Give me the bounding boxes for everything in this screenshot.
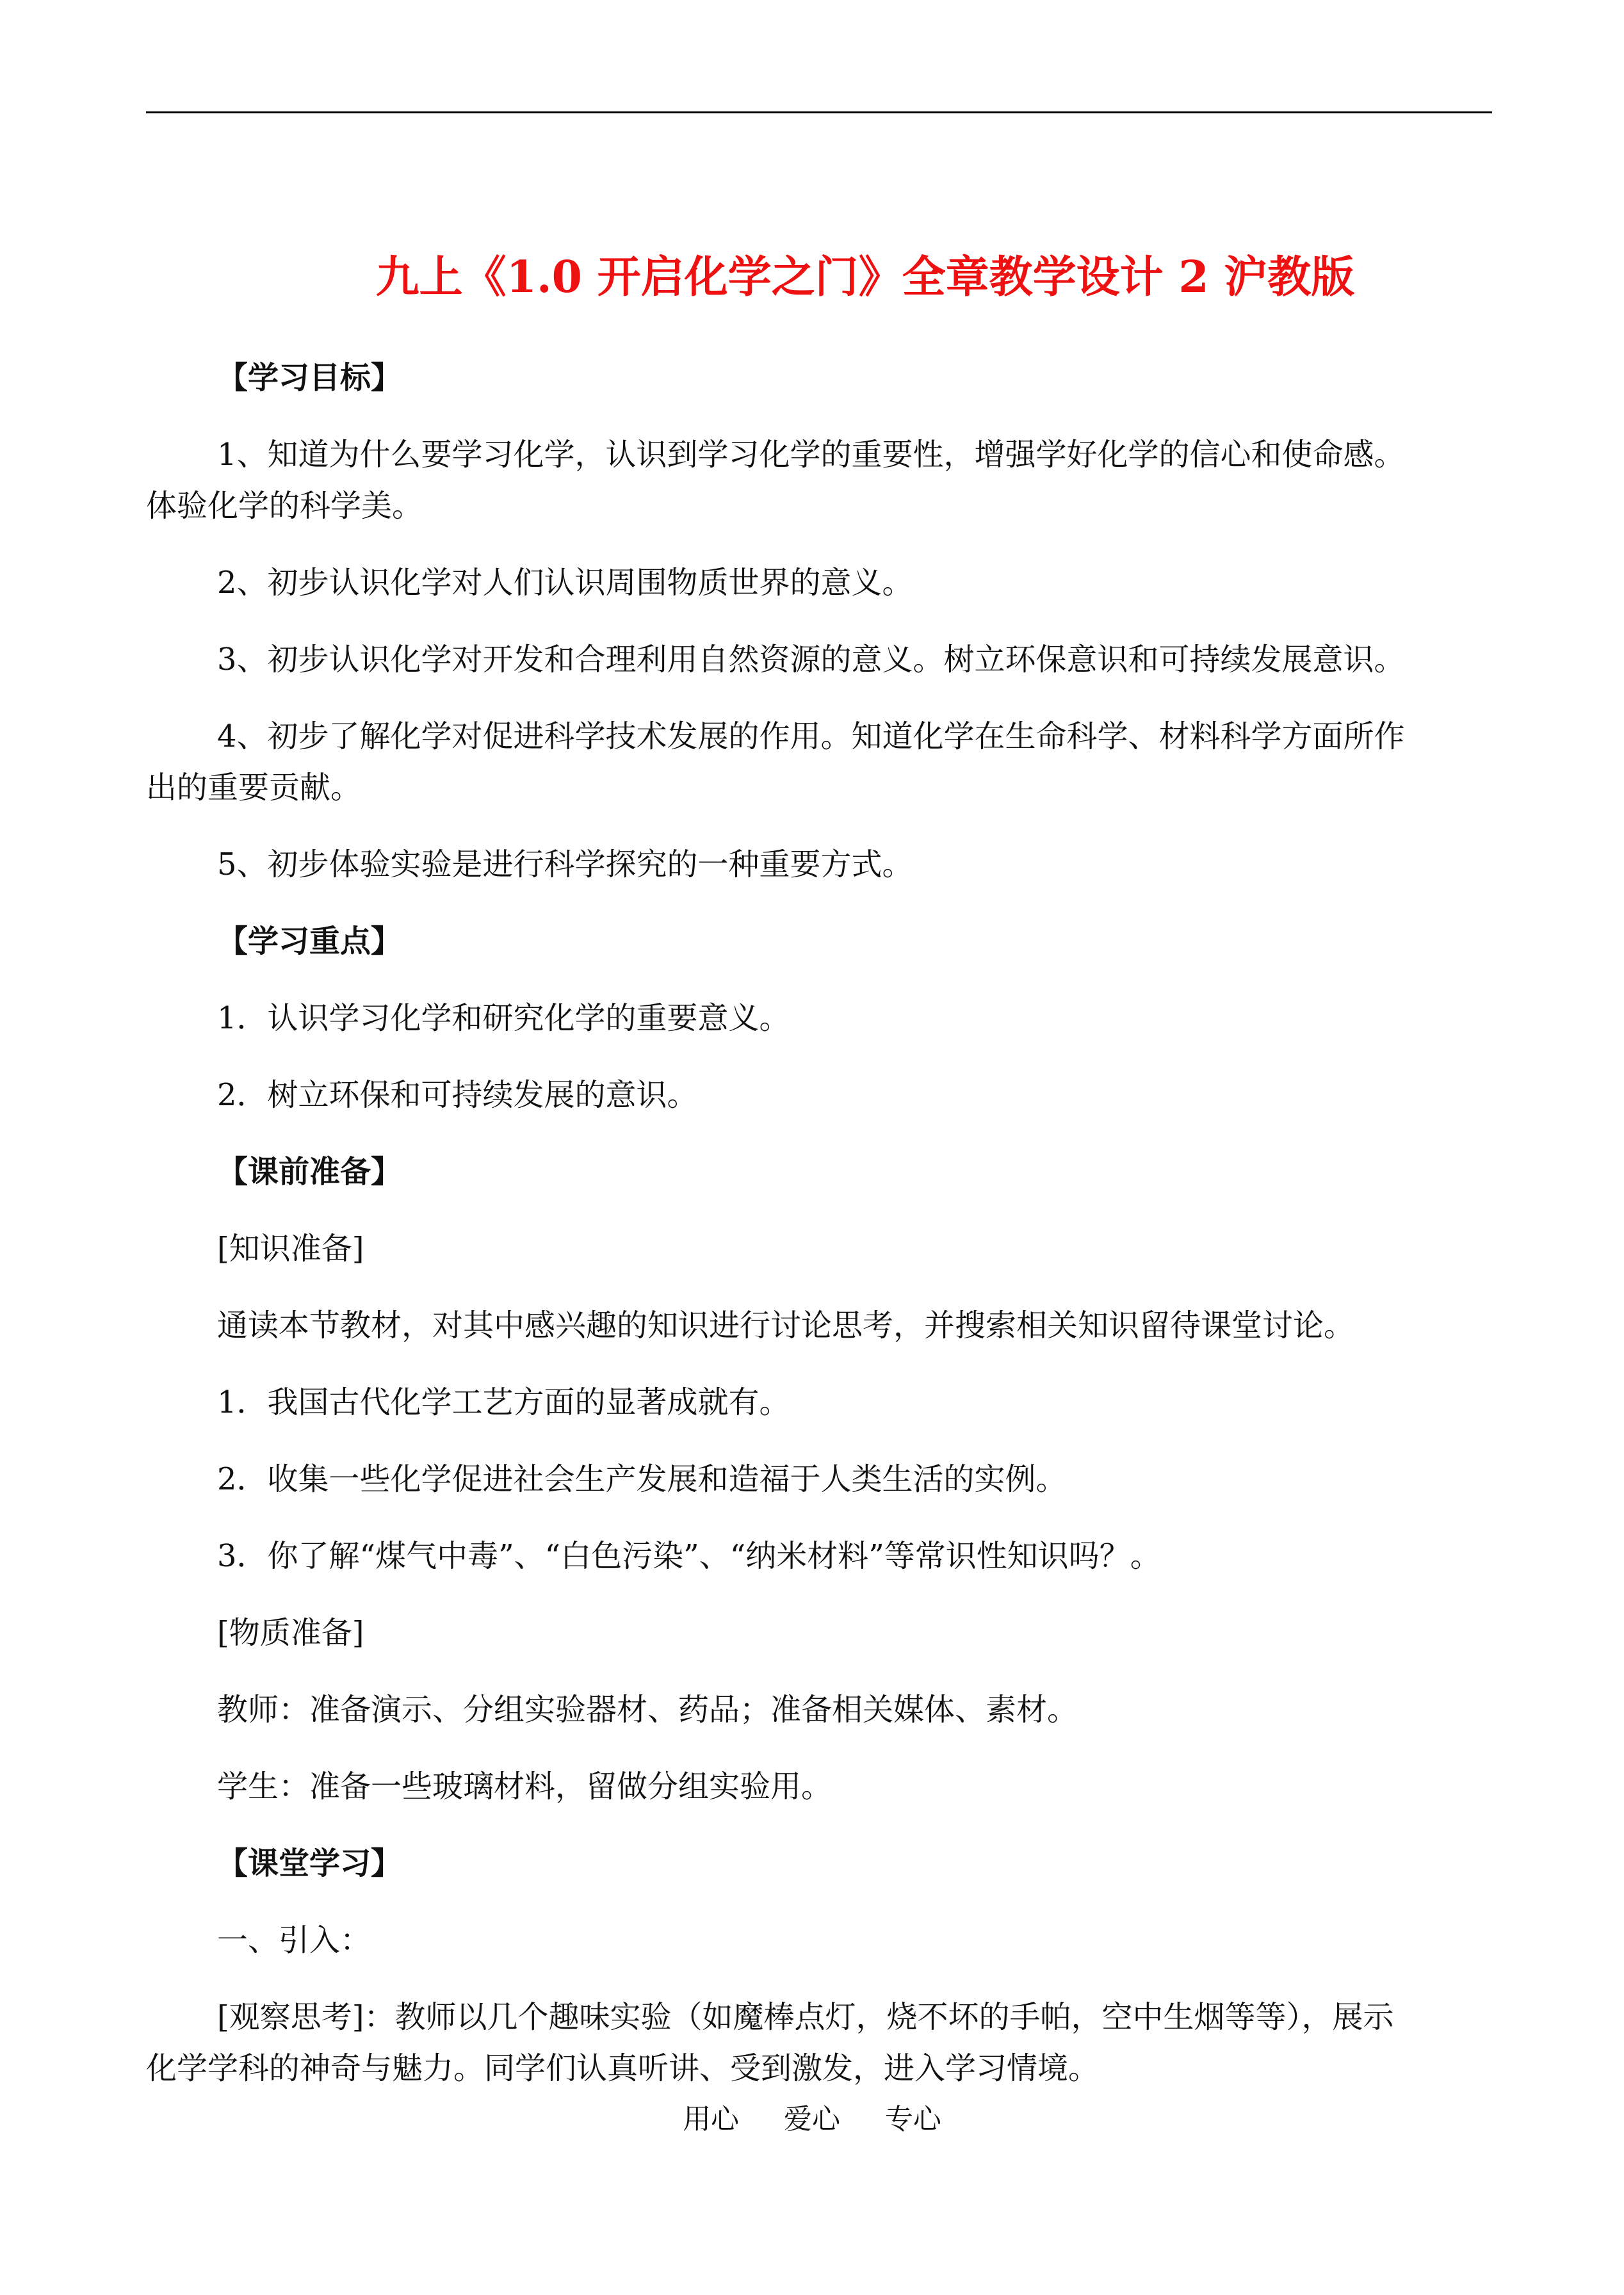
page-footer: 用心 爱心 专心 (683, 2103, 941, 2136)
goal-item-3: 3、初步认识化学对开发和合理利用自然资源的意义。树立环保意识和可持续发展意识。 (217, 642, 1405, 677)
key-point-1: 1．认识学习化学和研究化学的重要意义。 (217, 1000, 790, 1036)
knowledge-item-2: 2．收集一些化学促进社会生产发展和造福于人类生活的实例。 (217, 1461, 1067, 1497)
knowledge-item-3: 3．你了解“煤气中毒”、“白色污染”、“纳米材料”等常识性知识吗？。 (217, 1538, 1161, 1574)
knowledge-prep-label: [知识准备] (217, 1231, 364, 1267)
goal-item-1-line-2: 体验化学的科学美。 (146, 488, 423, 524)
goal-item-5: 5、初步体验实验是进行科学探究的一种重要方式。 (217, 847, 913, 882)
goal-item-4-line-2: 出的重要贡献。 (146, 770, 362, 806)
key-point-2: 2．树立环保和可持续发展的意识。 (217, 1077, 698, 1113)
section-heading-learning-goals: 【学习目标】 (217, 360, 402, 396)
section-heading-preparation: 【课前准备】 (217, 1154, 402, 1190)
document-title: 九上《1.0 开启化学之门》全章教学设计 2 沪教版 (375, 252, 1355, 303)
observe-line-1: [观察思考]：教师以几个趣味实验（如魔棒点灯，烧不坏的手帕，空中生烟等等），展示 (217, 1999, 1394, 2035)
intro-label: 一、引入： (217, 1922, 371, 1958)
knowledge-prep-intro: 通读本节教材，对其中感兴趣的知识进行讨论思考，并搜索相关知识留待课堂讨论。 (217, 1308, 1355, 1343)
goal-item-1-line-1: 1、知道为什么要学习化学，认识到学习化学的重要性，增强学好化学的信心和使命感。 (217, 437, 1405, 473)
observe-line-2: 化学学科的神奇与魅力。同学们认真听讲、受到激发，进入学习情境。 (146, 2050, 1100, 2086)
student-prep: 学生：准备一些玻璃材料，留做分组实验用。 (217, 1769, 832, 1804)
material-prep-label: [物质准备] (217, 1615, 364, 1651)
header-rule (146, 111, 1492, 113)
knowledge-item-1: 1．我国古代化学工艺方面的显著成就有。 (217, 1384, 790, 1420)
goal-item-2: 2、初步认识化学对人们认识周围物质世界的意义。 (217, 565, 913, 601)
section-heading-key-points: 【学习重点】 (217, 923, 402, 959)
teacher-prep: 教师：准备演示、分组实验器材、药品；准备相关媒体、素材。 (217, 1692, 1078, 1728)
goal-item-4-line-1: 4、初步了解化学对促进科学技术发展的作用。知道化学在生命科学、材料科学方面所作 (217, 718, 1405, 754)
document-body (146, 352, 1492, 2094)
section-heading-classroom: 【课堂学习】 (217, 1845, 402, 1881)
